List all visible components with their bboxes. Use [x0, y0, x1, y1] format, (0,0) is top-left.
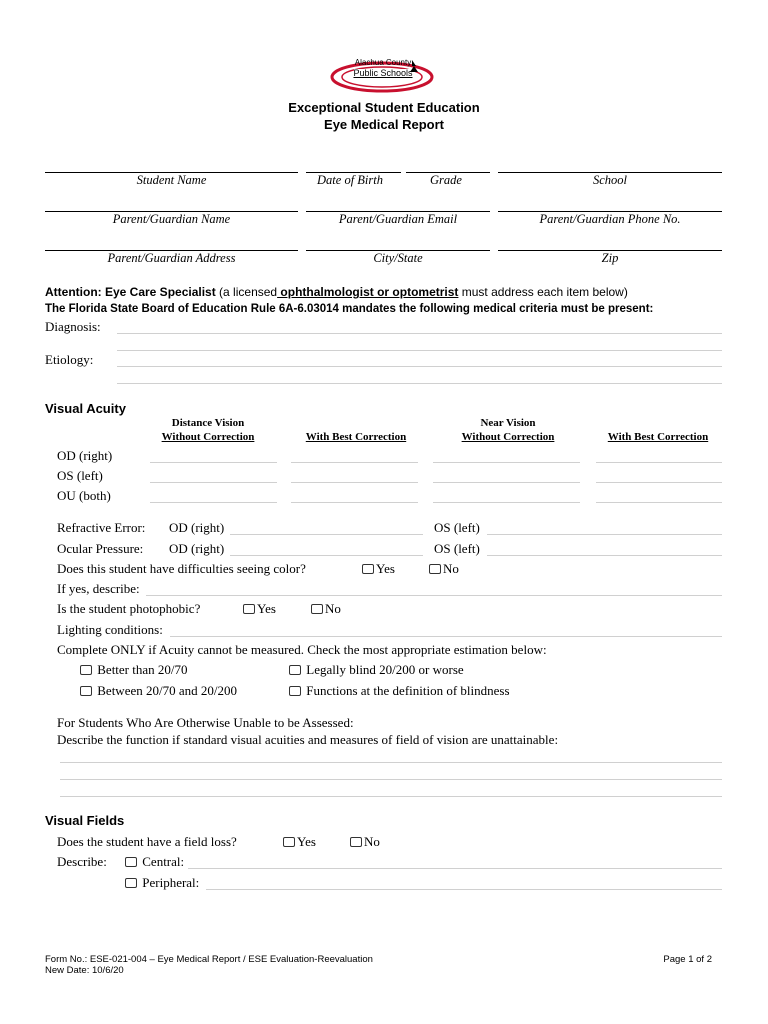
acuity-od-near[interactable] — [433, 462, 580, 463]
acuity-ou-best2[interactable] — [596, 502, 722, 503]
student-name-label: Student Name — [136, 173, 207, 187]
estimation-label-4: Functions at the definition of blindness — [306, 683, 510, 698]
color-no-label: No — [443, 561, 459, 576]
guardian-address-label: Parent/Guardian Address — [107, 251, 236, 265]
color-yes-option[interactable] — [362, 561, 395, 577]
central-label: Central: — [142, 854, 185, 869]
photophobic-yes-label: Yes — [257, 601, 276, 616]
ocular-od-field[interactable] — [230, 555, 423, 556]
unable-description: Describe the function if standard visual acuities and measures of field of vision are unattainable: — [57, 732, 559, 747]
refractive-label: Refractive Error: — [57, 520, 146, 535]
diagnosis-field-1[interactable] — [117, 333, 722, 334]
new-date: New Date: 10/6/20 — [45, 965, 124, 976]
best-correction-header-1: With Best Correction — [305, 431, 407, 443]
near-vision-header — [448, 416, 568, 444]
guardian-phone-label: Parent/Guardian Phone No. — [539, 212, 681, 226]
field-loss-no-checkbox[interactable] — [350, 837, 362, 847]
ou-row-label: OU (both) — [57, 488, 111, 503]
photophobic-yes-checkbox[interactable] — [243, 604, 255, 614]
attention-specialist: ophthalmologist or optometrist — [277, 285, 459, 299]
page-title: Exceptional Student Education — [288, 100, 480, 115]
od-row-label: OD (right) — [57, 448, 113, 463]
distance-vision-top: Distance Vision — [171, 417, 245, 429]
visual-fields-title: Visual Fields — [45, 813, 125, 828]
zip-label: Zip — [601, 251, 619, 265]
field-loss-yes-checkbox[interactable] — [283, 837, 295, 847]
acuity-od-best1[interactable] — [291, 462, 418, 463]
page-subtitle: Eye Medical Report — [324, 117, 444, 132]
os-row-label: OS (left) — [57, 468, 103, 483]
estimation-option-1[interactable] — [80, 662, 188, 678]
field-loss-no-option[interactable] — [350, 834, 380, 850]
attention-line — [45, 285, 745, 299]
central-field[interactable] — [188, 868, 722, 869]
peripheral-checkbox[interactable] — [125, 878, 137, 888]
photophobic-no-option[interactable] — [311, 601, 341, 617]
form-number: Form No.: ESE-021-004 – Eye Medical Report / ESE Evaluation-Reevaluation — [45, 954, 373, 965]
distance-vision-bottom: Without Correction — [161, 431, 255, 443]
acuity-os-near[interactable] — [433, 482, 580, 483]
field-loss-yes-option[interactable] — [283, 834, 316, 850]
acuity-os-best2[interactable] — [596, 482, 722, 483]
etiology-label: Etiology: — [45, 352, 94, 367]
estimation-label-1: Better than 20/70 — [97, 662, 188, 677]
estimation-checkbox-4[interactable] — [289, 686, 301, 696]
acuity-ou-distance[interactable] — [150, 502, 277, 503]
ocular-os-label: OS (left) — [434, 541, 480, 556]
lighting-field[interactable] — [170, 636, 722, 637]
peripheral-label: Peripheral: — [142, 875, 200, 890]
ocular-label: Ocular Pressure: — [57, 541, 144, 556]
etiology-field-2[interactable] — [117, 383, 722, 384]
describe-color-label: If yes, describe: — [57, 581, 140, 596]
describe-color-field[interactable] — [146, 595, 722, 596]
unable-field-2[interactable] — [60, 779, 722, 780]
city-state-label: City/State — [373, 251, 423, 265]
acuity-os-best1[interactable] — [291, 482, 418, 483]
etiology-field-1[interactable] — [117, 366, 722, 367]
visual-acuity-title: Visual Acuity — [45, 401, 126, 416]
school-label: School — [592, 173, 628, 187]
ocular-os-field[interactable] — [487, 555, 722, 556]
estimation-option-4[interactable] — [289, 683, 510, 699]
estimation-option-2[interactable] — [289, 662, 464, 678]
unable-heading: For Students Who Are Otherwise Unable to be Assessed: — [57, 715, 354, 730]
near-vision-bottom: Without Correction — [461, 431, 555, 443]
refractive-od-field[interactable] — [230, 534, 423, 535]
describe-fields-label: Describe: — [57, 854, 107, 869]
attention-lead: Attention: Eye Care Specialist — [45, 285, 216, 299]
ocular-od-label: OD (right) — [169, 541, 225, 556]
estimation-label-3: Between 20/70 and 20/200 — [97, 683, 237, 698]
best-correction-header-2: With Best Correction — [607, 431, 709, 443]
acuity-ou-near[interactable] — [433, 502, 580, 503]
logo-line2: Public Schools — [353, 68, 413, 78]
distance-vision-header — [148, 416, 268, 444]
acuity-od-best2[interactable] — [596, 462, 722, 463]
color-yes-checkbox[interactable] — [362, 564, 374, 574]
unable-field-3[interactable] — [60, 796, 722, 797]
field-loss-yes-label: Yes — [297, 834, 316, 849]
photophobic-no-label: No — [325, 601, 341, 616]
color-no-checkbox[interactable] — [429, 564, 441, 574]
lighting-label: Lighting conditions: — [57, 622, 163, 637]
estimation-checkbox-2[interactable] — [289, 665, 301, 675]
color-no-option[interactable] — [429, 561, 459, 577]
peripheral-option[interactable] — [125, 875, 199, 891]
estimation-checkbox-1[interactable] — [80, 665, 92, 675]
acuity-ou-best1[interactable] — [291, 502, 418, 503]
near-vision-top: Near Vision — [480, 417, 536, 429]
estimation-label-2: Legally blind 20/200 or worse — [306, 662, 464, 677]
page-number: Page 1 of 2 — [663, 954, 712, 965]
field-loss-no-label: No — [364, 834, 380, 849]
refractive-os-field[interactable] — [487, 534, 722, 535]
color-question: Does this student have difficulties seeing color? — [57, 561, 306, 576]
guardian-email-label: Parent/Guardian Email — [338, 212, 458, 226]
district-logo — [330, 56, 436, 96]
attention-paren-close: must address each item below) — [458, 285, 628, 299]
grade-label: Grade — [430, 173, 462, 187]
diagnosis-label: Diagnosis: — [45, 319, 101, 334]
unable-field-1[interactable] — [60, 762, 722, 763]
acuity-os-distance[interactable] — [150, 482, 277, 483]
estimation-option-3[interactable] — [80, 683, 237, 699]
field-loss-question: Does the student have a field loss? — [57, 834, 237, 849]
photophobic-question: Is the student photophobic? — [57, 601, 201, 616]
guardian-name-label: Parent/Guardian Name — [112, 212, 231, 226]
diagnosis-field-2[interactable] — [117, 350, 722, 351]
acuity-od-distance[interactable] — [150, 462, 277, 463]
estimation-checkbox-3[interactable] — [80, 686, 92, 696]
refractive-od-label: OD (right) — [169, 520, 225, 535]
dob-label: Date of Birth — [317, 173, 383, 187]
attention-paren-open: (a licensed — [215, 285, 278, 299]
central-option[interactable] — [125, 854, 184, 870]
central-checkbox[interactable] — [125, 857, 137, 867]
rule-statement: The Florida State Board of Education Rule 6A-6.03014 mandates the following medical criteria must be present: — [45, 303, 654, 315]
peripheral-field[interactable] — [206, 889, 722, 890]
color-yes-label: Yes — [376, 561, 395, 576]
logo-line1: Alachua County — [354, 58, 412, 67]
estimation-instruction: Complete ONLY if Acuity cannot be measured. Check the most appropriate estimation below: — [57, 642, 547, 657]
refractive-os-label: OS (left) — [434, 520, 480, 535]
photophobic-yes-option[interactable] — [243, 601, 276, 617]
photophobic-no-checkbox[interactable] — [311, 604, 323, 614]
